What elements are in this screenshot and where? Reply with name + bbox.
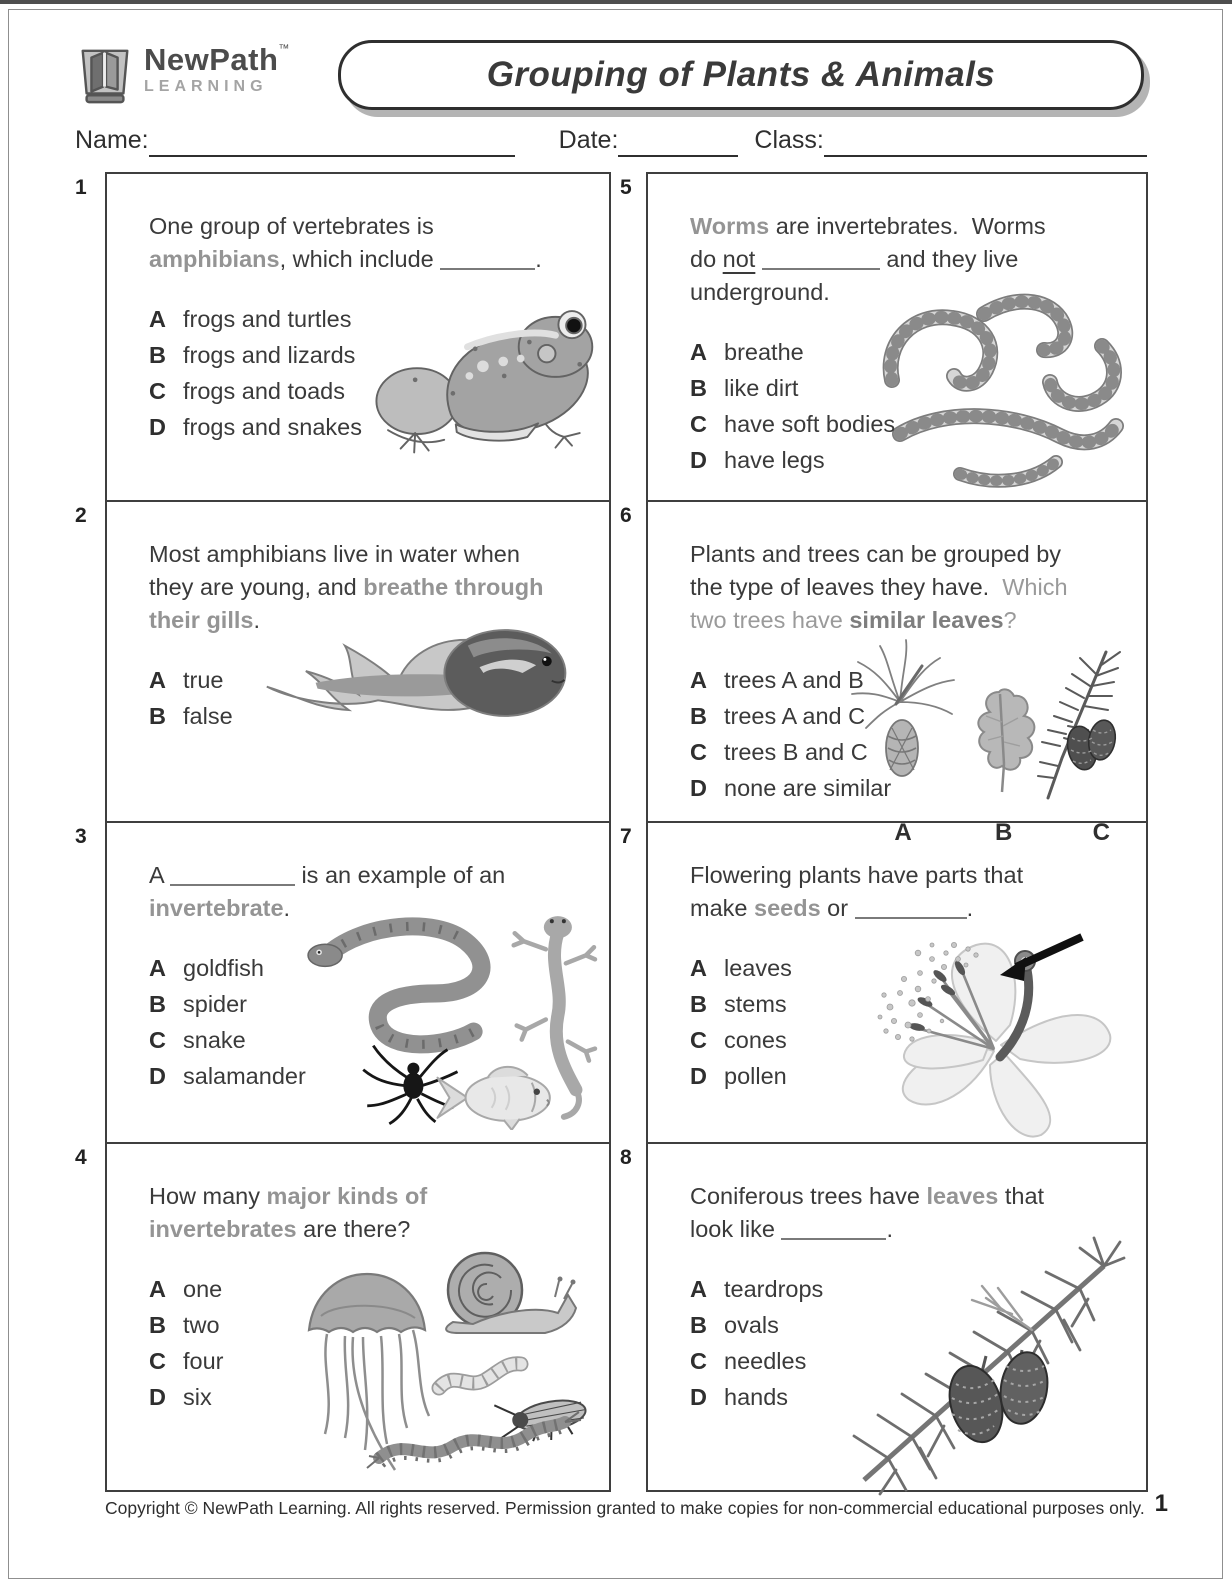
question-column-left: [75, 172, 611, 1492]
option-row-D: [690, 445, 895, 476]
keyword-text: similar leaves: [849, 607, 1004, 633]
option-row-C: [149, 376, 362, 407]
option-letter: D: [149, 1063, 166, 1089]
option-text: salamander: [183, 1063, 306, 1089]
option-letter: C: [690, 411, 707, 437]
option-letter: C: [149, 1348, 166, 1374]
stem-text: Flowering plants have parts that: [690, 862, 1024, 888]
option-row-B: [149, 989, 306, 1020]
page-number: 1: [1154, 1490, 1168, 1517]
option-letter: D: [690, 775, 707, 801]
option-row-D: [690, 1061, 792, 1092]
option-letter: D: [690, 1063, 707, 1089]
stem-text: .: [253, 607, 260, 633]
stem-text: that: [998, 1183, 1045, 1209]
question-number: 7: [620, 825, 632, 848]
option-row-C: [690, 1346, 823, 1377]
options-list: [149, 1274, 224, 1413]
option-text: false: [183, 703, 233, 729]
option-letter: B: [690, 703, 707, 729]
option-row-A: [690, 1274, 823, 1305]
question-box: [646, 821, 1148, 1144]
option-row-B: [690, 373, 895, 404]
option-row-C: [149, 1025, 306, 1056]
question-number: 1: [75, 176, 87, 199]
invertebrate-kinds-illustration: [287, 1238, 599, 1476]
question-1: [75, 172, 611, 502]
option-text: have soft bodies: [724, 411, 896, 437]
option-row-A: [690, 337, 895, 368]
option-row-D: [149, 1382, 224, 1413]
option-letter: A: [149, 1276, 166, 1302]
option-text: trees B and C: [724, 739, 868, 765]
stem-text: .: [966, 895, 974, 921]
option-text: none are similar: [724, 775, 892, 801]
option-row-C: [690, 409, 895, 440]
options-list: [690, 337, 895, 476]
option-row-C: [690, 1025, 792, 1056]
question-stem: [690, 538, 1128, 637]
question-8: [620, 1142, 1148, 1492]
conifer-branch-illustration: [836, 1226, 1136, 1498]
option-letter: B: [690, 1312, 707, 1338]
stem-text: they are young, and: [149, 574, 364, 600]
stem-text: A: [149, 862, 170, 888]
answer-blank: [781, 1218, 886, 1240]
option-letter: D: [149, 1384, 166, 1410]
stem-text: .: [283, 895, 291, 921]
option-row-B: [149, 340, 362, 371]
keyword-text: invertebrates: [149, 1216, 297, 1242]
option-text: breathe: [724, 339, 804, 365]
stem-text: look like: [690, 1216, 782, 1242]
flower-illustration: [824, 909, 1130, 1151]
option-row-D: [149, 1061, 306, 1092]
stem-text: , which include: [279, 246, 441, 272]
copyright-text: Copyright © NewPath Learning. All rights reserved. Permission granted to make copies for non-commercial educational purposes only.: [105, 1498, 1145, 1518]
brand-subtitle: LEARNING: [144, 78, 268, 95]
stem-text: Most amphibians live in water when: [149, 541, 520, 567]
option-text: stems: [724, 991, 787, 1017]
worksheet-title: Grouping of Plants & Animals: [486, 55, 996, 94]
student-info-row: [75, 126, 1147, 157]
option-text: true: [183, 667, 224, 693]
option-row-C: [149, 1346, 224, 1377]
option-row-B: [690, 1310, 823, 1341]
tree-label-A: A: [894, 819, 912, 846]
stem-text: make: [690, 895, 754, 921]
option-text: two: [183, 1312, 220, 1338]
option-letter: A: [690, 955, 707, 981]
question-6: [620, 500, 1148, 846]
option-letter: D: [690, 447, 707, 473]
option-row-A: [149, 953, 306, 984]
question-3: [75, 821, 611, 1144]
underlined-word: not: [722, 246, 756, 272]
page-top-edge: [0, 0, 1232, 4]
question-box: [105, 500, 611, 823]
answer-blank: [855, 897, 967, 919]
option-letter: A: [690, 1276, 707, 1302]
options-list: [690, 1274, 823, 1413]
option-letter: B: [149, 342, 166, 368]
question-stem: [149, 210, 591, 276]
stem-text: underground.: [690, 279, 830, 305]
option-letter: C: [690, 1027, 707, 1053]
keyword-text: leaves: [926, 1183, 999, 1209]
option-text: frogs and toads: [183, 378, 345, 404]
option-text: pollen: [724, 1063, 787, 1089]
stem-text: is an example of an: [294, 862, 506, 888]
stem-text: ?: [1003, 607, 1017, 633]
question-2: [75, 500, 611, 823]
date-label: Date:: [558, 126, 619, 154]
answer-blank: [762, 248, 880, 270]
answer-blank: [440, 248, 535, 270]
options-list: [690, 665, 891, 804]
question-box: [105, 1142, 611, 1492]
option-text: spider: [183, 991, 248, 1017]
option-row-D: [690, 773, 891, 804]
option-letter: C: [690, 739, 707, 765]
book-logo-icon: [74, 44, 136, 108]
question-number: 6: [620, 504, 632, 527]
option-text: cones: [724, 1027, 787, 1053]
question-stem: [149, 1180, 591, 1246]
stem-text: and they live: [879, 246, 1019, 272]
worms-illustration: [864, 284, 1132, 496]
option-text: one: [183, 1276, 223, 1302]
options-list: [149, 953, 306, 1092]
option-letter: D: [690, 1384, 707, 1410]
option-text: trees A and B: [724, 667, 864, 693]
invertebrate-examples-illustration: [295, 901, 601, 1130]
question-number: 2: [75, 504, 87, 527]
question-stem: [149, 859, 591, 925]
tree-label-B: B: [994, 819, 1013, 846]
question-number: 5: [620, 176, 632, 199]
tree-label-C: C: [1092, 819, 1110, 846]
title-banner: [338, 40, 1144, 110]
option-row-D: [149, 412, 362, 443]
option-letter: B: [149, 991, 166, 1017]
keyword-text: invertebrate: [149, 895, 284, 921]
question-box: [105, 821, 611, 1144]
name-blank-line: [149, 129, 515, 157]
option-letter: C: [149, 378, 166, 404]
option-text: like dirt: [724, 375, 799, 401]
option-text: four: [183, 1348, 224, 1374]
question-column-right: [620, 172, 1148, 1492]
stem-text: the type of leaves they have.: [690, 574, 1003, 600]
stem-text: .: [886, 1216, 893, 1242]
answer-blank: [170, 864, 295, 886]
stem-text: Plants and trees can be grouped by: [690, 541, 1062, 567]
keyword-text: amphibians: [149, 246, 280, 272]
question-stem: [149, 538, 591, 637]
option-row-B: [149, 701, 233, 732]
option-text: ovals: [724, 1312, 779, 1338]
option-row-B: [690, 989, 792, 1020]
option-row-A: [690, 665, 891, 696]
option-row-A: [149, 1274, 224, 1305]
option-letter: B: [690, 375, 707, 401]
option-letter: A: [690, 339, 707, 365]
question-number: 8: [620, 1146, 632, 1169]
question-box: [105, 172, 611, 502]
question-4: [75, 1142, 611, 1492]
brand-text: [144, 44, 289, 95]
options-list: [149, 304, 362, 443]
stem-text: .: [535, 246, 542, 272]
option-letter: D: [149, 414, 166, 440]
question-stem: [690, 859, 1128, 925]
question-stem: [690, 210, 1128, 309]
option-letter: A: [149, 667, 166, 693]
options-list: [690, 953, 792, 1092]
option-text: six: [183, 1384, 212, 1410]
option-row-D: [690, 1382, 823, 1413]
option-row-C: [690, 737, 891, 768]
keyword-text: breathe through: [363, 574, 544, 600]
options-list: [149, 665, 233, 732]
newpath-logo: [74, 44, 289, 108]
name-label: Name:: [75, 126, 149, 154]
keyword-text: seeds: [754, 895, 821, 921]
option-row-B: [149, 1310, 224, 1341]
question-box: [646, 500, 1148, 846]
option-text: hands: [724, 1384, 789, 1410]
question-stem: [690, 1180, 1128, 1246]
stem-text: or: [820, 895, 855, 921]
frog-illustration: [359, 286, 601, 462]
stem-text: One group of vertebrates is: [149, 213, 434, 239]
option-letter: B: [149, 1312, 166, 1338]
question-number: 3: [75, 825, 87, 848]
option-text: frogs and snakes: [183, 414, 362, 440]
stem-text: do: [690, 246, 723, 272]
option-text: snake: [183, 1027, 246, 1053]
option-letter: B: [690, 991, 707, 1017]
option-letter: B: [149, 703, 166, 729]
question-5: [620, 172, 1148, 502]
option-text: goldfish: [183, 955, 264, 981]
option-text: frogs and lizards: [183, 342, 356, 368]
brand-name: NewPath: [144, 42, 279, 77]
option-letter: A: [149, 955, 166, 981]
option-text: needles: [724, 1348, 807, 1374]
keyword-text: their gills: [149, 607, 254, 633]
option-row-A: [690, 953, 792, 984]
stem-text: are there?: [296, 1216, 411, 1242]
option-text: teardrops: [724, 1276, 824, 1302]
keyword-text: Worms: [690, 213, 770, 239]
date-blank-line: [618, 129, 738, 157]
option-row-A: [149, 304, 362, 335]
option-letter: C: [149, 1027, 166, 1053]
stem-text: two trees have: [690, 607, 850, 633]
keyword-text: major kinds of: [266, 1183, 428, 1209]
option-row-A: [149, 665, 233, 696]
option-row-B: [690, 701, 891, 732]
question-box: [646, 172, 1148, 502]
option-text: trees A and C: [724, 703, 866, 729]
question-7: [620, 821, 1148, 1144]
stem-text: How many: [149, 1183, 267, 1209]
trademark-symbol: ™: [278, 43, 290, 55]
question-box: [646, 1142, 1148, 1492]
option-letter: A: [690, 667, 707, 693]
stem-text: Which: [1002, 574, 1068, 600]
option-letter: C: [690, 1348, 707, 1374]
option-text: have legs: [724, 447, 825, 473]
question-number: 4: [75, 1146, 87, 1169]
stem-text: are invertebrates. Worms: [769, 213, 1046, 239]
option-letter: A: [149, 306, 166, 332]
question-grid: [75, 172, 1148, 1492]
option-text: frogs and turtles: [183, 306, 352, 332]
option-text: leaves: [724, 955, 792, 981]
class-label: Class:: [754, 126, 824, 154]
stem-text: Coniferous trees have: [690, 1183, 927, 1209]
class-blank-line: [824, 129, 1147, 157]
